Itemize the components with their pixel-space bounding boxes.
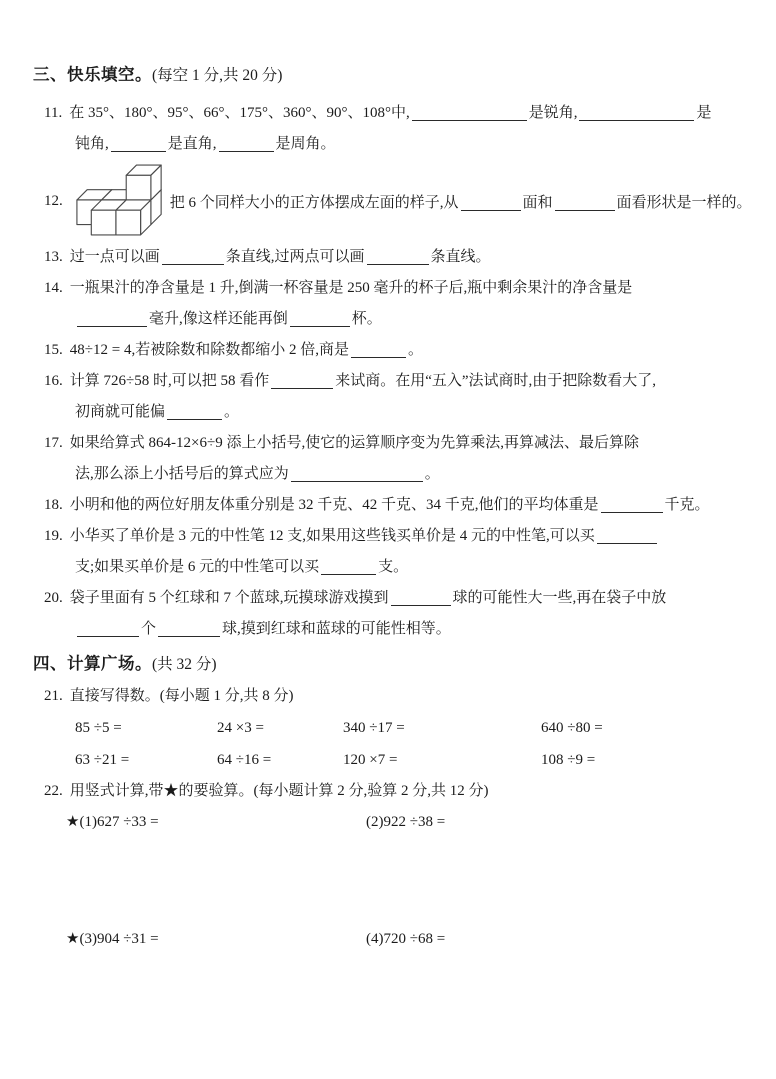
question-17-text1: 如果给算式 864-12×6÷9 添上小括号,使它的运算顺序变为先算乘法,再算减法、最后算除 bbox=[69, 435, 639, 451]
question-14-text3: 杯。 bbox=[351, 311, 382, 327]
expression-starred: ★(1)627 ÷33 = bbox=[66, 814, 159, 830]
question-16-number: 16. bbox=[44, 373, 63, 389]
section4-title: 四、计算广场。 bbox=[33, 655, 152, 673]
expression: (4)720 ÷68 = bbox=[366, 931, 446, 947]
question-12-number: 12. bbox=[44, 192, 63, 209]
cube-top bbox=[126, 165, 161, 200]
answer-blank bbox=[158, 620, 220, 637]
answer-blank bbox=[271, 372, 333, 389]
question-16-line2 bbox=[0, 397, 776, 428]
question-20-text4: 球,摸到红球和蓝球的可能性相等。 bbox=[222, 621, 451, 637]
section4-header bbox=[0, 647, 776, 681]
question-16-text4: 。 bbox=[224, 404, 240, 420]
question-19-line2 bbox=[0, 552, 776, 583]
q21-row2 bbox=[0, 744, 776, 776]
question-20-line2 bbox=[0, 614, 776, 645]
question-13-number: 13. bbox=[44, 249, 63, 265]
section3-title: 三、快乐填空。 bbox=[33, 66, 152, 84]
answer-blank bbox=[291, 465, 423, 482]
question-12-text2: 面和 bbox=[522, 194, 553, 211]
question-19-text1: 小华买了单价是 3 元的中性笔 12 支,如果用这些钱买单价是 4 元的中性笔,可以买 bbox=[69, 528, 595, 544]
question-18-text1: 小明和他的两位好朋友体重分别是 32 千克、42 千克、34 千克,他们的平均体重是 bbox=[69, 497, 599, 513]
expression-starred: ★(3)904 ÷31 = bbox=[66, 931, 159, 947]
answer-blank bbox=[219, 135, 274, 152]
question-16-line1 bbox=[0, 366, 776, 397]
question-22-number: 22. bbox=[44, 783, 63, 799]
question-21-number: 21. bbox=[44, 688, 63, 704]
expression: 640 ÷80 = bbox=[541, 720, 603, 736]
question-20-text1: 袋子里面有 5 个红球和 7 个蓝球,玩摸球游戏摸到 bbox=[69, 590, 389, 606]
question-18-number: 18. bbox=[44, 497, 63, 513]
answer-blank bbox=[111, 135, 166, 152]
question-13-text2: 条直线,过两点可以画 bbox=[225, 249, 365, 265]
answer-blank bbox=[77, 310, 147, 327]
expression: 120 ×7 = bbox=[343, 752, 398, 768]
q21-row1 bbox=[0, 712, 776, 744]
expression: 64 ÷16 = bbox=[217, 752, 272, 768]
question-15 bbox=[0, 335, 776, 366]
question-11-text4: 钝角, bbox=[75, 136, 109, 152]
working-space bbox=[0, 838, 776, 924]
question-17-number: 17. bbox=[44, 435, 63, 451]
question-14-line1 bbox=[0, 273, 776, 304]
question-15-text2: 。 bbox=[407, 342, 423, 358]
question-14-line2 bbox=[0, 304, 776, 335]
section3-score-note: (每空 1 分,共 20 分) bbox=[152, 67, 283, 84]
question-11-text6: 是周角。 bbox=[275, 136, 336, 152]
question-11-text3: 是 bbox=[696, 105, 712, 121]
answer-blank bbox=[579, 104, 694, 121]
answer-blank bbox=[167, 403, 222, 420]
question-14-text2: 毫升,像这样还能再倒 bbox=[149, 311, 288, 327]
question-20-text2: 球的可能性大一些,再在袋子中放 bbox=[452, 590, 667, 606]
question-13-text1: 过一点可以画 bbox=[69, 249, 160, 265]
answer-blank bbox=[351, 341, 406, 358]
question-16-text2: 来试商。在用“五入”法试商时,由于把除数看大了, bbox=[335, 373, 657, 389]
question-15-number: 15. bbox=[44, 342, 63, 358]
question-12-textline bbox=[170, 191, 752, 212]
answer-blank bbox=[391, 589, 451, 606]
question-21-instruction: 直接写得数。(每小题 1 分,共 8 分) bbox=[69, 688, 294, 704]
question-21-title bbox=[0, 681, 776, 712]
answer-blank bbox=[461, 194, 521, 211]
answer-blank bbox=[597, 527, 657, 544]
answer-blank bbox=[412, 104, 527, 121]
answer-blank bbox=[601, 496, 663, 513]
q22-row1 bbox=[0, 807, 776, 838]
question-11-line2 bbox=[0, 129, 776, 160]
six-cubes-figure bbox=[70, 163, 166, 239]
expression: 85 ÷5 = bbox=[75, 720, 122, 736]
question-11-text1: 在 35°、180°、95°、66°、175°、360°、90°、108°中, bbox=[69, 105, 410, 121]
answer-blank bbox=[290, 310, 350, 327]
expression: (2)922 ÷38 = bbox=[366, 814, 446, 830]
question-12-text3: 面看形状是一样的。 bbox=[616, 194, 752, 211]
question-19-number: 19. bbox=[44, 528, 63, 544]
question-20-number: 20. bbox=[44, 590, 63, 606]
question-16-text3: 初商就可能偏 bbox=[75, 404, 166, 420]
answer-blank bbox=[367, 248, 429, 265]
q22-row2 bbox=[0, 924, 776, 955]
question-16-text1: 计算 726÷58 时,可以把 58 看作 bbox=[69, 373, 270, 389]
question-22-title bbox=[0, 776, 776, 807]
question-18 bbox=[0, 490, 776, 521]
question-18-text2: 千克。 bbox=[664, 497, 710, 513]
question-22-instruction: 用竖式计算,带★的要验算。(每小题计算 2 分,验算 2 分,共 12 分) bbox=[69, 783, 489, 799]
question-17-line1 bbox=[0, 428, 776, 459]
question-11-line1 bbox=[0, 98, 776, 129]
question-15-text1: 48÷12 = 4,若被除数和除数都缩小 2 倍,商是 bbox=[69, 342, 349, 358]
section3-header bbox=[0, 58, 776, 92]
question-17-line2 bbox=[0, 459, 776, 490]
question-12-text1: 把 6 个同样大小的正方体摆成左面的样子,从 bbox=[169, 194, 459, 211]
question-19-text3: 支。 bbox=[378, 559, 409, 575]
question-11-text5: 是直角, bbox=[167, 136, 217, 152]
section4-score-note: (共 32 分) bbox=[152, 656, 217, 673]
cube-front-right bbox=[116, 200, 151, 235]
question-13-text3: 条直线。 bbox=[430, 249, 491, 265]
question-11-text2: 是锐角, bbox=[528, 105, 578, 121]
question-11-number: 11. bbox=[44, 105, 63, 121]
question-14-text1: 一瓶果汁的净含量是 1 升,倒满一杯容量是 250 毫升的杯子后,瓶中剩余果汁的净含量是 bbox=[69, 280, 633, 296]
answer-blank bbox=[321, 558, 376, 575]
question-19-text2: 支;如果买单价是 6 元的中性笔可以买 bbox=[75, 559, 320, 575]
expression: 63 ÷21 = bbox=[75, 752, 130, 768]
expression: 340 ÷17 = bbox=[343, 720, 405, 736]
question-14-number: 14. bbox=[44, 280, 63, 296]
answer-blank bbox=[162, 248, 224, 265]
expression: 108 ÷9 = bbox=[541, 752, 596, 768]
question-20-text3: 个 bbox=[141, 621, 157, 637]
answer-blank bbox=[555, 194, 615, 211]
question-20-line1 bbox=[0, 583, 776, 614]
answer-blank bbox=[77, 620, 139, 637]
question-17-text2: 法,那么添上小括号后的算式应为 bbox=[75, 466, 289, 482]
question-13 bbox=[0, 242, 776, 273]
question-19-line1 bbox=[0, 521, 776, 552]
question-17-text3: 。 bbox=[424, 466, 440, 482]
question-12 bbox=[0, 160, 776, 242]
expression: 24 ×3 = bbox=[217, 720, 264, 736]
